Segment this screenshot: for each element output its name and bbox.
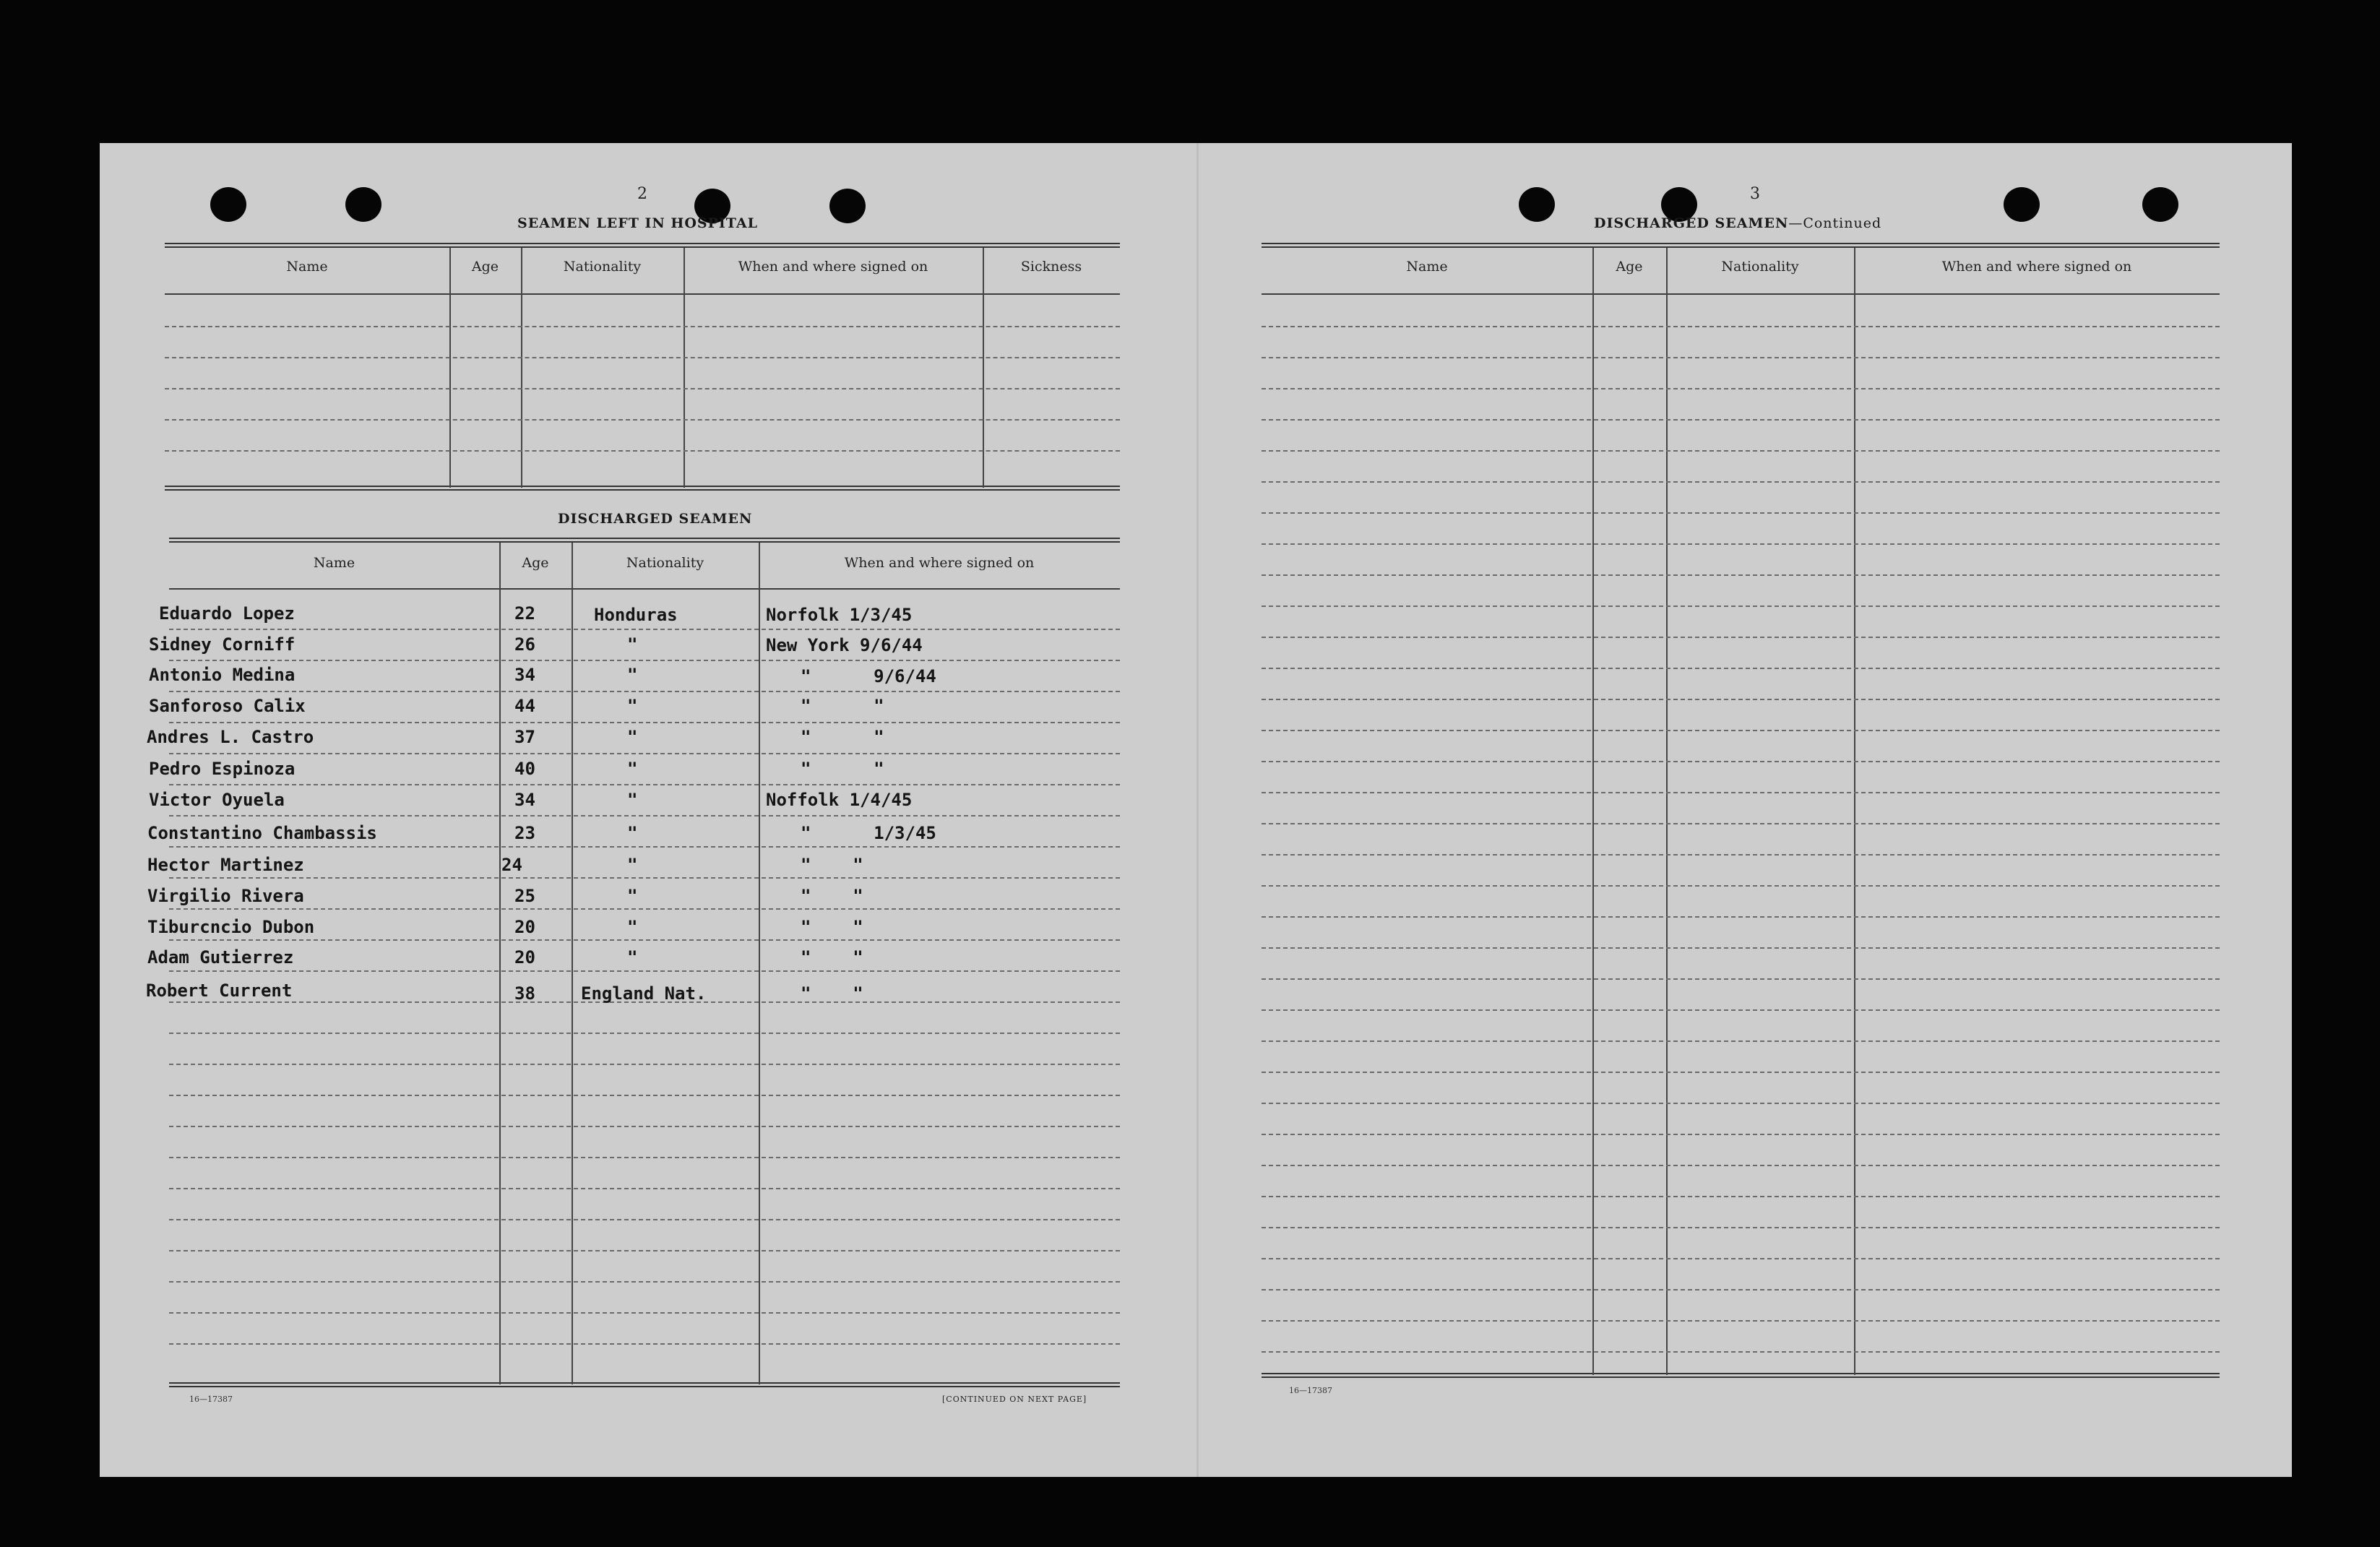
ruled-line — [1262, 637, 2220, 638]
column-divider — [499, 543, 501, 1384]
seaman-nationality: " — [627, 665, 638, 685]
seaman-age: 34 — [514, 665, 535, 685]
ruled-line — [169, 970, 1120, 972]
ruled-line — [1262, 1289, 2220, 1290]
seaman-name: Hector Martinez — [147, 855, 304, 875]
ruled-line — [169, 1095, 1120, 1096]
seaman-signed-on: " " — [801, 855, 863, 875]
ruled-line — [1262, 419, 2220, 421]
seaman-name: Victor Oyuela — [149, 790, 285, 810]
column-divider — [759, 543, 760, 1384]
ruled-line — [169, 1219, 1120, 1220]
seaman-age: 37 — [514, 727, 535, 747]
punch-hole — [2142, 187, 2178, 222]
continued-note: [CONTINUED ON NEXT PAGE] — [942, 1395, 1087, 1404]
col-header-signed-on: When and where signed on — [844, 555, 1035, 571]
right-section-heading — [1594, 215, 1881, 231]
seaman-name: Adam Gutierrez — [147, 947, 294, 968]
seaman-age: 38 — [514, 983, 535, 1004]
col-header-name: Name — [1406, 259, 1448, 275]
seaman-nationality: " — [627, 696, 638, 716]
ruled-line — [1262, 792, 2220, 793]
seaman-nationality: England Nat. — [581, 983, 707, 1004]
ruled-line — [165, 419, 1120, 421]
ruled-line — [1262, 326, 2220, 327]
col-header-age: Age — [471, 259, 499, 275]
seaman-nationality: " — [627, 634, 638, 655]
ruled-line — [1262, 606, 2220, 607]
ruled-line — [169, 846, 1120, 848]
form-number: 16—17387 — [1289, 1386, 1332, 1395]
seaman-name: Pedro Espinoza — [149, 759, 296, 779]
col-header-age: Age — [522, 555, 549, 571]
document-sheet — [100, 143, 2292, 1477]
seaman-age: 40 — [514, 759, 535, 779]
seaman-signed-on: Norfolk 1/3/45 — [766, 605, 913, 625]
col-header-nationality: Nationality — [626, 555, 704, 571]
ruled-line — [1262, 761, 2220, 762]
punch-hole — [210, 187, 246, 222]
ruled-line — [169, 877, 1120, 879]
col-header-age: Age — [1616, 259, 1643, 275]
ruled-line — [1262, 450, 2220, 452]
punch-hole — [2004, 187, 2040, 222]
ruled-line — [169, 1033, 1120, 1034]
ruled-line — [1262, 1134, 2220, 1135]
column-divider — [1854, 248, 1855, 1375]
punch-hole — [345, 187, 381, 222]
seaman-signed-on: " " — [801, 947, 863, 968]
seaman-nationality: " — [627, 947, 638, 968]
seaman-nationality: " — [627, 917, 638, 937]
ruled-line — [169, 815, 1120, 816]
seaman-signed-on: " 1/3/45 — [801, 823, 936, 843]
ruled-line — [1262, 947, 2220, 949]
column-divider — [449, 248, 451, 488]
ruled-line — [1262, 512, 2220, 514]
seaman-name: Antonio Medina — [149, 665, 296, 685]
col-header-nationality: Nationality — [1721, 259, 1799, 275]
discharged-header-rule — [169, 588, 1120, 590]
ruled-line — [1262, 699, 2220, 700]
ruled-line — [1262, 668, 2220, 669]
seaman-name: Eduardo Lopez — [159, 603, 295, 624]
punch-hole — [829, 189, 866, 223]
ruled-line — [169, 1250, 1120, 1251]
seaman-age: 23 — [514, 823, 535, 843]
ruled-line — [169, 1157, 1120, 1158]
col-header-name: Name — [313, 555, 355, 571]
ruled-line — [169, 1126, 1120, 1127]
ruled-line — [1262, 978, 2220, 980]
ruled-line — [1262, 1165, 2220, 1166]
ruled-line — [169, 1188, 1120, 1189]
punch-hole — [1519, 187, 1555, 222]
page-number: 2 — [637, 185, 647, 203]
ruled-line — [1262, 1258, 2220, 1259]
ruled-line — [169, 908, 1120, 910]
seaman-name: Andres L. Castro — [147, 727, 314, 747]
seaman-age: 25 — [514, 886, 535, 906]
ruled-line — [1262, 543, 2220, 545]
ruled-line — [1262, 885, 2220, 887]
heading-suffix: —Continued — [1788, 215, 1882, 231]
ruled-line — [169, 629, 1120, 630]
seaman-signed-on: " " — [801, 886, 863, 906]
column-divider — [983, 248, 984, 488]
seaman-name: Tiburcncio Dubon — [147, 917, 315, 937]
ruled-line — [1262, 1227, 2220, 1228]
ruled-line — [1262, 1009, 2220, 1011]
ruled-line — [165, 357, 1120, 358]
col-header-nationality: Nationality — [563, 259, 642, 275]
ruled-line — [169, 939, 1120, 941]
ruled-line — [165, 388, 1120, 389]
ruled-line — [1262, 823, 2220, 824]
ruled-line — [1262, 916, 2220, 918]
column-divider — [572, 543, 573, 1384]
hospital-table-bottom-rule — [165, 486, 1120, 491]
ruled-line — [169, 1343, 1120, 1345]
seaman-age: 26 — [514, 634, 535, 655]
ruled-line — [1262, 1351, 2220, 1353]
col-header-signed-on: When and where signed on — [1941, 259, 2132, 275]
discharged-table-top-rule — [169, 538, 1120, 543]
column-divider — [1666, 248, 1668, 1375]
seaman-age: 34 — [514, 790, 535, 810]
ruled-line — [1262, 1320, 2220, 1322]
hospital-header-rule — [165, 293, 1120, 295]
column-divider — [684, 248, 685, 488]
ruled-line — [1262, 388, 2220, 389]
seaman-nationality: " — [627, 790, 638, 810]
ruled-line — [1262, 481, 2220, 483]
seaman-name: Sanforoso Calix — [149, 696, 306, 716]
seaman-age: 20 — [514, 947, 535, 968]
seaman-signed-on: New York 9/6/44 — [766, 635, 923, 655]
right-header-rule — [1262, 293, 2220, 295]
seaman-name: Sidney Corniff — [149, 634, 296, 655]
ruled-line — [1262, 357, 2220, 358]
ruled-line — [1262, 1072, 2220, 1073]
ruled-line — [169, 784, 1120, 785]
seaman-name: Robert Current — [146, 981, 293, 1001]
seaman-signed-on: " " — [801, 983, 863, 1004]
seaman-signed-on: Noffolk 1/4/45 — [766, 790, 913, 810]
hospital-section-heading: SEAMEN LEFT IN HOSPITAL — [517, 215, 758, 231]
column-divider — [1592, 248, 1594, 1375]
ruled-line — [169, 753, 1120, 754]
seaman-age: 20 — [514, 917, 535, 937]
seaman-nationality: " — [627, 886, 638, 906]
ruled-line — [1262, 1040, 2220, 1042]
seaman-signed-on: " 9/6/44 — [801, 666, 936, 686]
column-divider — [521, 248, 522, 488]
col-header-sickness: Sickness — [1020, 259, 1082, 275]
ruled-line — [169, 1312, 1120, 1314]
page-fold — [1197, 143, 1199, 1477]
seaman-nationality: " — [627, 727, 638, 747]
col-header-signed-on: When and where signed on — [738, 259, 928, 275]
seaman-age: 24 — [501, 855, 522, 875]
ruled-line — [169, 722, 1120, 723]
ruled-line — [169, 660, 1120, 661]
right-table-top-rule — [1262, 243, 2220, 248]
col-header-name: Name — [286, 259, 328, 275]
discharged-table-bottom-rule — [169, 1382, 1120, 1387]
seaman-signed-on: " " — [801, 759, 884, 779]
ruled-line — [165, 450, 1120, 452]
seaman-nationality: " — [627, 759, 638, 779]
ruled-line — [169, 1281, 1120, 1283]
heading-text: DISCHARGED SEAMEN — [1594, 215, 1789, 231]
ruled-line — [169, 1064, 1120, 1065]
right-table-bottom-rule — [1262, 1373, 2220, 1378]
seaman-nationality: " — [627, 823, 638, 843]
ruled-line — [1262, 730, 2220, 731]
ruled-line — [1262, 1196, 2220, 1197]
seaman-signed-on: " " — [801, 696, 884, 716]
ruled-line — [1262, 1103, 2220, 1104]
seaman-name: Constantino Chambassis — [147, 823, 377, 843]
seaman-signed-on: " " — [801, 727, 884, 747]
seaman-name: Virgilio Rivera — [147, 886, 304, 906]
seaman-nationality: Honduras — [594, 605, 678, 625]
ruled-line — [165, 326, 1120, 327]
hospital-table-top-rule — [165, 243, 1120, 248]
ruled-line — [169, 691, 1120, 692]
seaman-age: 22 — [514, 603, 535, 624]
seaman-nationality: " — [627, 855, 638, 875]
ruled-line — [1262, 574, 2220, 576]
form-number: 16—17387 — [189, 1395, 233, 1404]
seaman-signed-on: " " — [801, 917, 863, 937]
discharged-section-heading: DISCHARGED SEAMEN — [558, 511, 753, 527]
seaman-age: 44 — [514, 696, 535, 716]
page-number: 3 — [1750, 185, 1760, 203]
ruled-line — [1262, 854, 2220, 856]
